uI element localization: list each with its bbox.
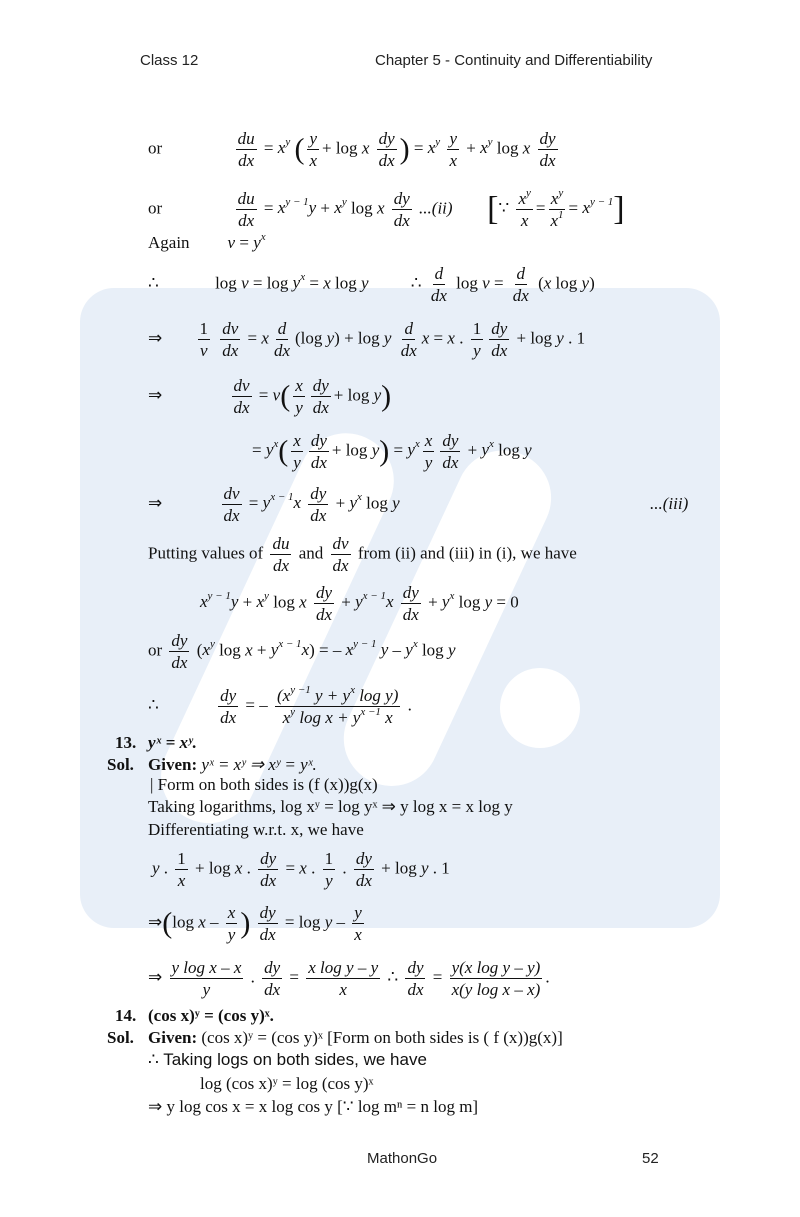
equation-line: or $\frac{dy}{dx}$ ($x^y$ $\log x + y^{x - 1}x$) = – $x^{y - 1}$ y – $y^x$ log y bbox=[148, 631, 456, 672]
solution-label: Sol. bbox=[107, 755, 134, 774]
text-line: | Form on both sides is (f (x))g(x) bbox=[150, 775, 378, 794]
question-text: (cos x)ʸ = (cos y)ˣ. bbox=[148, 1006, 274, 1025]
text-line: Differentiating w.r.t. x, we have bbox=[148, 820, 364, 839]
equation-line: ⇒(log x – $\frac{x}{y}$ ) $\frac{dy}{dx}$ = log y – $\frac{y}{x}$ bbox=[148, 903, 362, 944]
footer-brand: MathonGo bbox=[367, 1150, 438, 1167]
equation-line: ⇒ $\frac{1}{v}$ $\frac{dv}{dx}$ = x $\frac{d}{dx}$ (log y) + log y $\frac{d}{dx}$ x = x . $\frac{1}{y}$ $\frac{dy}{dx}$ + log y . 1 bbox=[148, 319, 586, 360]
equation-line: or $\frac{du}{dx}$ = $x^y$ ( $\frac{y}{x}$ + log x $\frac{dy}{dx}$ ) = $x^y$ $\frac{y}{x}$ + $x^y$ log x $\frac{dy}{dx}$ bbox=[148, 129, 556, 170]
page-number: 52 bbox=[642, 1150, 659, 1167]
header-class: Class 12 bbox=[140, 52, 199, 69]
question-number: 14. bbox=[115, 1006, 137, 1025]
equation-tag: ...(iii) bbox=[650, 494, 689, 513]
equation-line: log (cos x)ʸ = log (cos y)ˣ bbox=[200, 1074, 374, 1093]
equation-line: = $y^x$( $\frac{x}{y}$ $\frac{dy}{dx}$ + $\log y) = y^x$ $\frac{x}{y}$ $\frac{dy}{dx}$ + $y^x$ log y bbox=[252, 431, 532, 472]
text-line: Taking logarithms, log xʸ = log yˣ ⇒ y log x = x log y bbox=[148, 797, 513, 816]
header-chapter: Chapter 5 - Continuity and Differentiability bbox=[375, 52, 653, 69]
equation-tag: ...(ii) bbox=[419, 198, 453, 218]
equation-line: ⇒ y log cos x = x log cos y [∵ log mⁿ = n log m] bbox=[148, 1097, 479, 1116]
equation-line: Again $v = y^x$ bbox=[148, 231, 266, 252]
equation-line: or $\frac{du}{dx}$ = $x^{y - 1}y + x^y$ log x $\frac{dy}{dx}$ ...(ii) [∵ $\frac{x^y}{x}$ = $\frac{x^y}{x^1}$ = $x^{y - 1}$] bbox=[148, 187, 625, 230]
equation-line: ∴ $\log v = \log y^x = x$ log y ∴ $\frac{d}{dx}$ log v = $\frac{d}{dx}$ (x log y) bbox=[148, 264, 595, 305]
equation-line: ⇒ $\frac{dv}{dx}$ = v( $\frac{x}{y}$ $\frac{dy}{dx}$ + log y) bbox=[148, 376, 392, 417]
given-line: Given: (cos x)ʸ = (cos y)ˣ [Form on both sides is ( f (x))g(x)] bbox=[148, 1028, 563, 1047]
question-text: yˣ = xʸ. bbox=[148, 733, 197, 752]
equation-line: ⇒ $\frac{dv}{dx}$ = $y^{x - 1}x$ $\frac{dy}{dx}$ + $y^x$ log y bbox=[148, 484, 400, 525]
question-number: 13. bbox=[115, 733, 137, 752]
solution-label: Sol. bbox=[107, 1028, 134, 1047]
equation-line: y . $\frac{1}{x}$ + log x . $\frac{dy}{dx}$ = x . $\frac{1}{y}$ . $\frac{dy}{dx}$ + log y . 1 bbox=[152, 849, 450, 890]
given-line: Given: yˣ = xʸ ⇒ xʸ = yˣ. bbox=[148, 755, 317, 774]
equation-line: $x^{y - 1}y + x^y$ log x $\frac{dy}{dx}$ + $y^{x - 1}x$ $\frac{dy}{dx}$ + $y^x$ log y = 0 bbox=[200, 583, 519, 624]
equation-line: ⇒ $\frac{\text{y log x – x}}{y}$ . $\frac{dy}{dx}$ = $\frac{\text{x log y – y}}{x}$ ∴ $\frac{dy}{dx}$ = $\frac{\text{y(x log y – y)}}{\text{x(y log x – x)}}$ . bbox=[148, 958, 550, 999]
equation-line: ∴ $\frac{dy}{dx}$ = – $\frac{(x^{y -1} y + y^x \log y)}{x^y \log x + y^{x -1} x}$ . bbox=[148, 684, 412, 727]
text-line: ∴ Taking logs on both sides, we have bbox=[148, 1050, 427, 1069]
text-line: Putting values of $\frac{du}{dx}$ and $\frac{dv}{dx}$ from (ii) and (iii) in (i), we have bbox=[148, 534, 577, 575]
